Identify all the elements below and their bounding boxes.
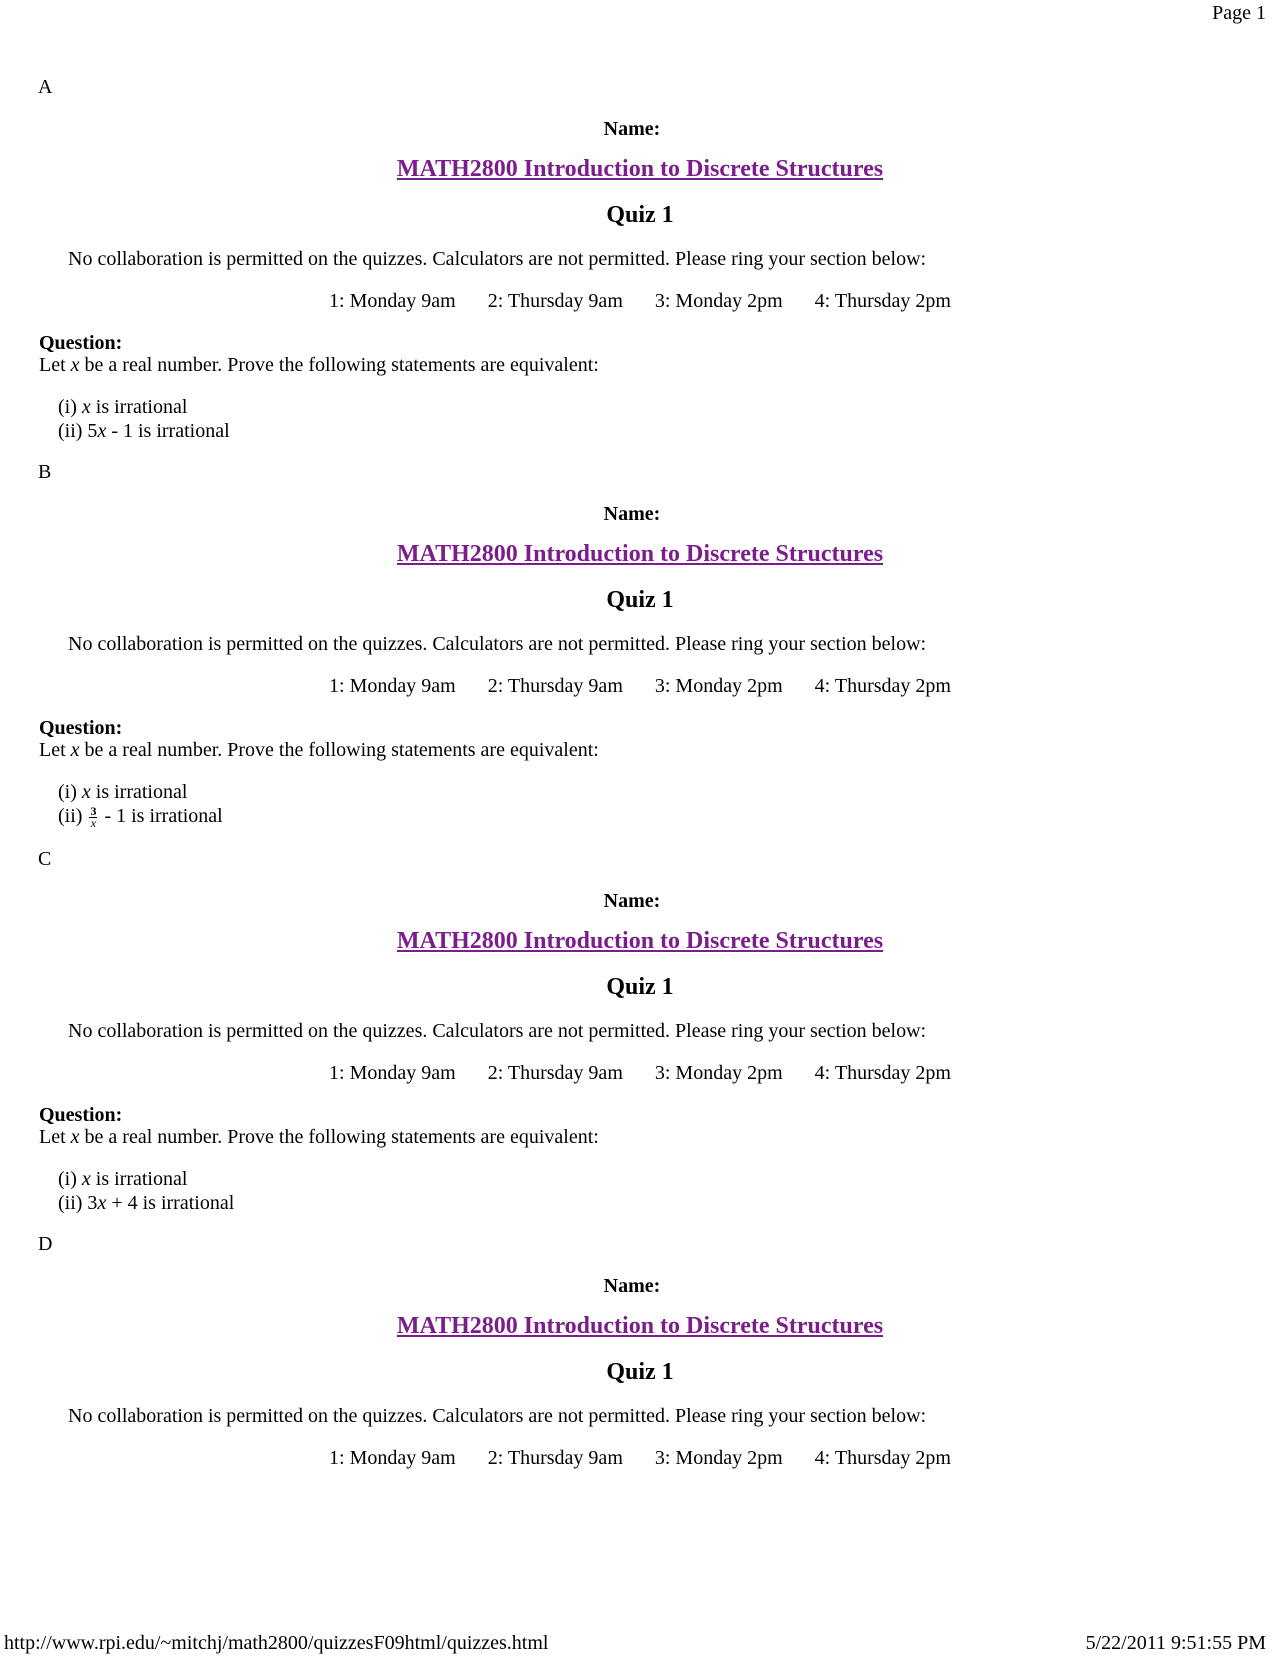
question-label: Question: <box>39 717 123 739</box>
instructions: No collaboration is permitted on the quizzes. Calculators are not permitted. Please ring your section below: <box>68 1405 927 1427</box>
statement-2: (ii) 5x - 1 is irrational <box>58 420 230 442</box>
statement-1: (i) x is irrational <box>58 781 188 803</box>
name-label: Name: <box>603 890 661 912</box>
instructions: No collaboration is permitted on the quizzes. Calculators are not permitted. Please ring your section below: <box>68 248 927 270</box>
quiz-letter: D <box>38 1233 53 1255</box>
section-option: 3: Monday 2pm <box>654 675 783 697</box>
section-option: 4: Thursday 2pm <box>814 675 951 697</box>
quiz-letter: C <box>38 848 52 870</box>
question-text: Let x be a real number. Prove the following statements are equivalent: <box>39 739 599 761</box>
section-option: 4: Thursday 2pm <box>814 1447 951 1469</box>
quiz-title: Quiz 1 <box>606 587 674 613</box>
footer-url: http://www.rpi.edu/~mitchj/math2800/quizzesF09html/quizzes.html <box>4 1632 549 1654</box>
statement-2: (ii) $\frac{3}{x}$ - 1 is irrational <box>58 803 223 830</box>
quiz-title: Quiz 1 <box>606 202 674 228</box>
section-option: 4: Thursday 2pm <box>814 290 951 312</box>
quiz-letter: A <box>38 76 53 98</box>
name-label: Name: <box>603 118 661 140</box>
question-label: Question: <box>39 1104 123 1126</box>
question-text: Let x be a real number. Prove the following statements are equivalent: <box>39 354 599 376</box>
quiz-letter: B <box>38 461 52 483</box>
instructions: No collaboration is permitted on the quizzes. Calculators are not permitted. Please ring your section below: <box>68 633 927 655</box>
section-option: 4: Thursday 2pm <box>814 1062 951 1084</box>
question-label: Question: <box>39 332 123 354</box>
question-text: Let x be a real number. Prove the following statements are equivalent: <box>39 1126 599 1148</box>
quiz-title: Quiz 1 <box>606 974 674 1000</box>
course-title-link[interactable]: MATH2800 Introduction to Discrete Structures <box>396 156 884 182</box>
footer-datetime: 5/22/2011 9:51:55 PM <box>1085 1632 1266 1654</box>
section-option: 2: Thursday 9am <box>487 675 623 697</box>
course-title-link[interactable]: MATH2800 Introduction to Discrete Structures <box>396 541 884 567</box>
quiz-block-d <box>0 1233 1280 1633</box>
section-list <box>0 1062 1280 1085</box>
section-option: 1: Monday 9am <box>329 1062 456 1084</box>
course-title-link[interactable]: MATH2800 Introduction to Discrete Structures <box>396 928 884 954</box>
quiz-block-b <box>0 461 1280 861</box>
section-list <box>0 1447 1280 1470</box>
section-option: 1: Monday 9am <box>329 1447 456 1469</box>
quiz-block-a <box>0 76 1280 476</box>
course-title-link[interactable]: MATH2800 Introduction to Discrete Structures <box>396 1313 884 1339</box>
section-option: 3: Monday 2pm <box>654 1447 783 1469</box>
statement-2: (ii) 3x + 4 is irrational <box>58 1192 235 1214</box>
section-list <box>0 290 1280 313</box>
fraction: $\frac{3}{x}$ <box>90 803 97 830</box>
name-label: Name: <box>603 503 661 525</box>
section-option: 3: Monday 2pm <box>654 1062 783 1084</box>
section-list <box>0 675 1280 698</box>
section-option: 2: Thursday 9am <box>487 290 623 312</box>
quiz-title: Quiz 1 <box>606 1359 674 1385</box>
section-option: 1: Monday 9am <box>329 290 456 312</box>
page-number: Page 1 <box>1212 2 1266 24</box>
section-option: 2: Thursday 9am <box>487 1447 623 1469</box>
quiz-block-c <box>0 848 1280 1248</box>
statement-1: (i) x is irrational <box>58 396 188 418</box>
section-option: 3: Monday 2pm <box>654 290 783 312</box>
section-option: 1: Monday 9am <box>329 675 456 697</box>
section-option: 2: Thursday 9am <box>487 1062 623 1084</box>
name-label: Name: <box>603 1275 661 1297</box>
instructions: No collaboration is permitted on the quizzes. Calculators are not permitted. Please ring your section below: <box>68 1020 927 1042</box>
statement-1: (i) x is irrational <box>58 1168 188 1190</box>
